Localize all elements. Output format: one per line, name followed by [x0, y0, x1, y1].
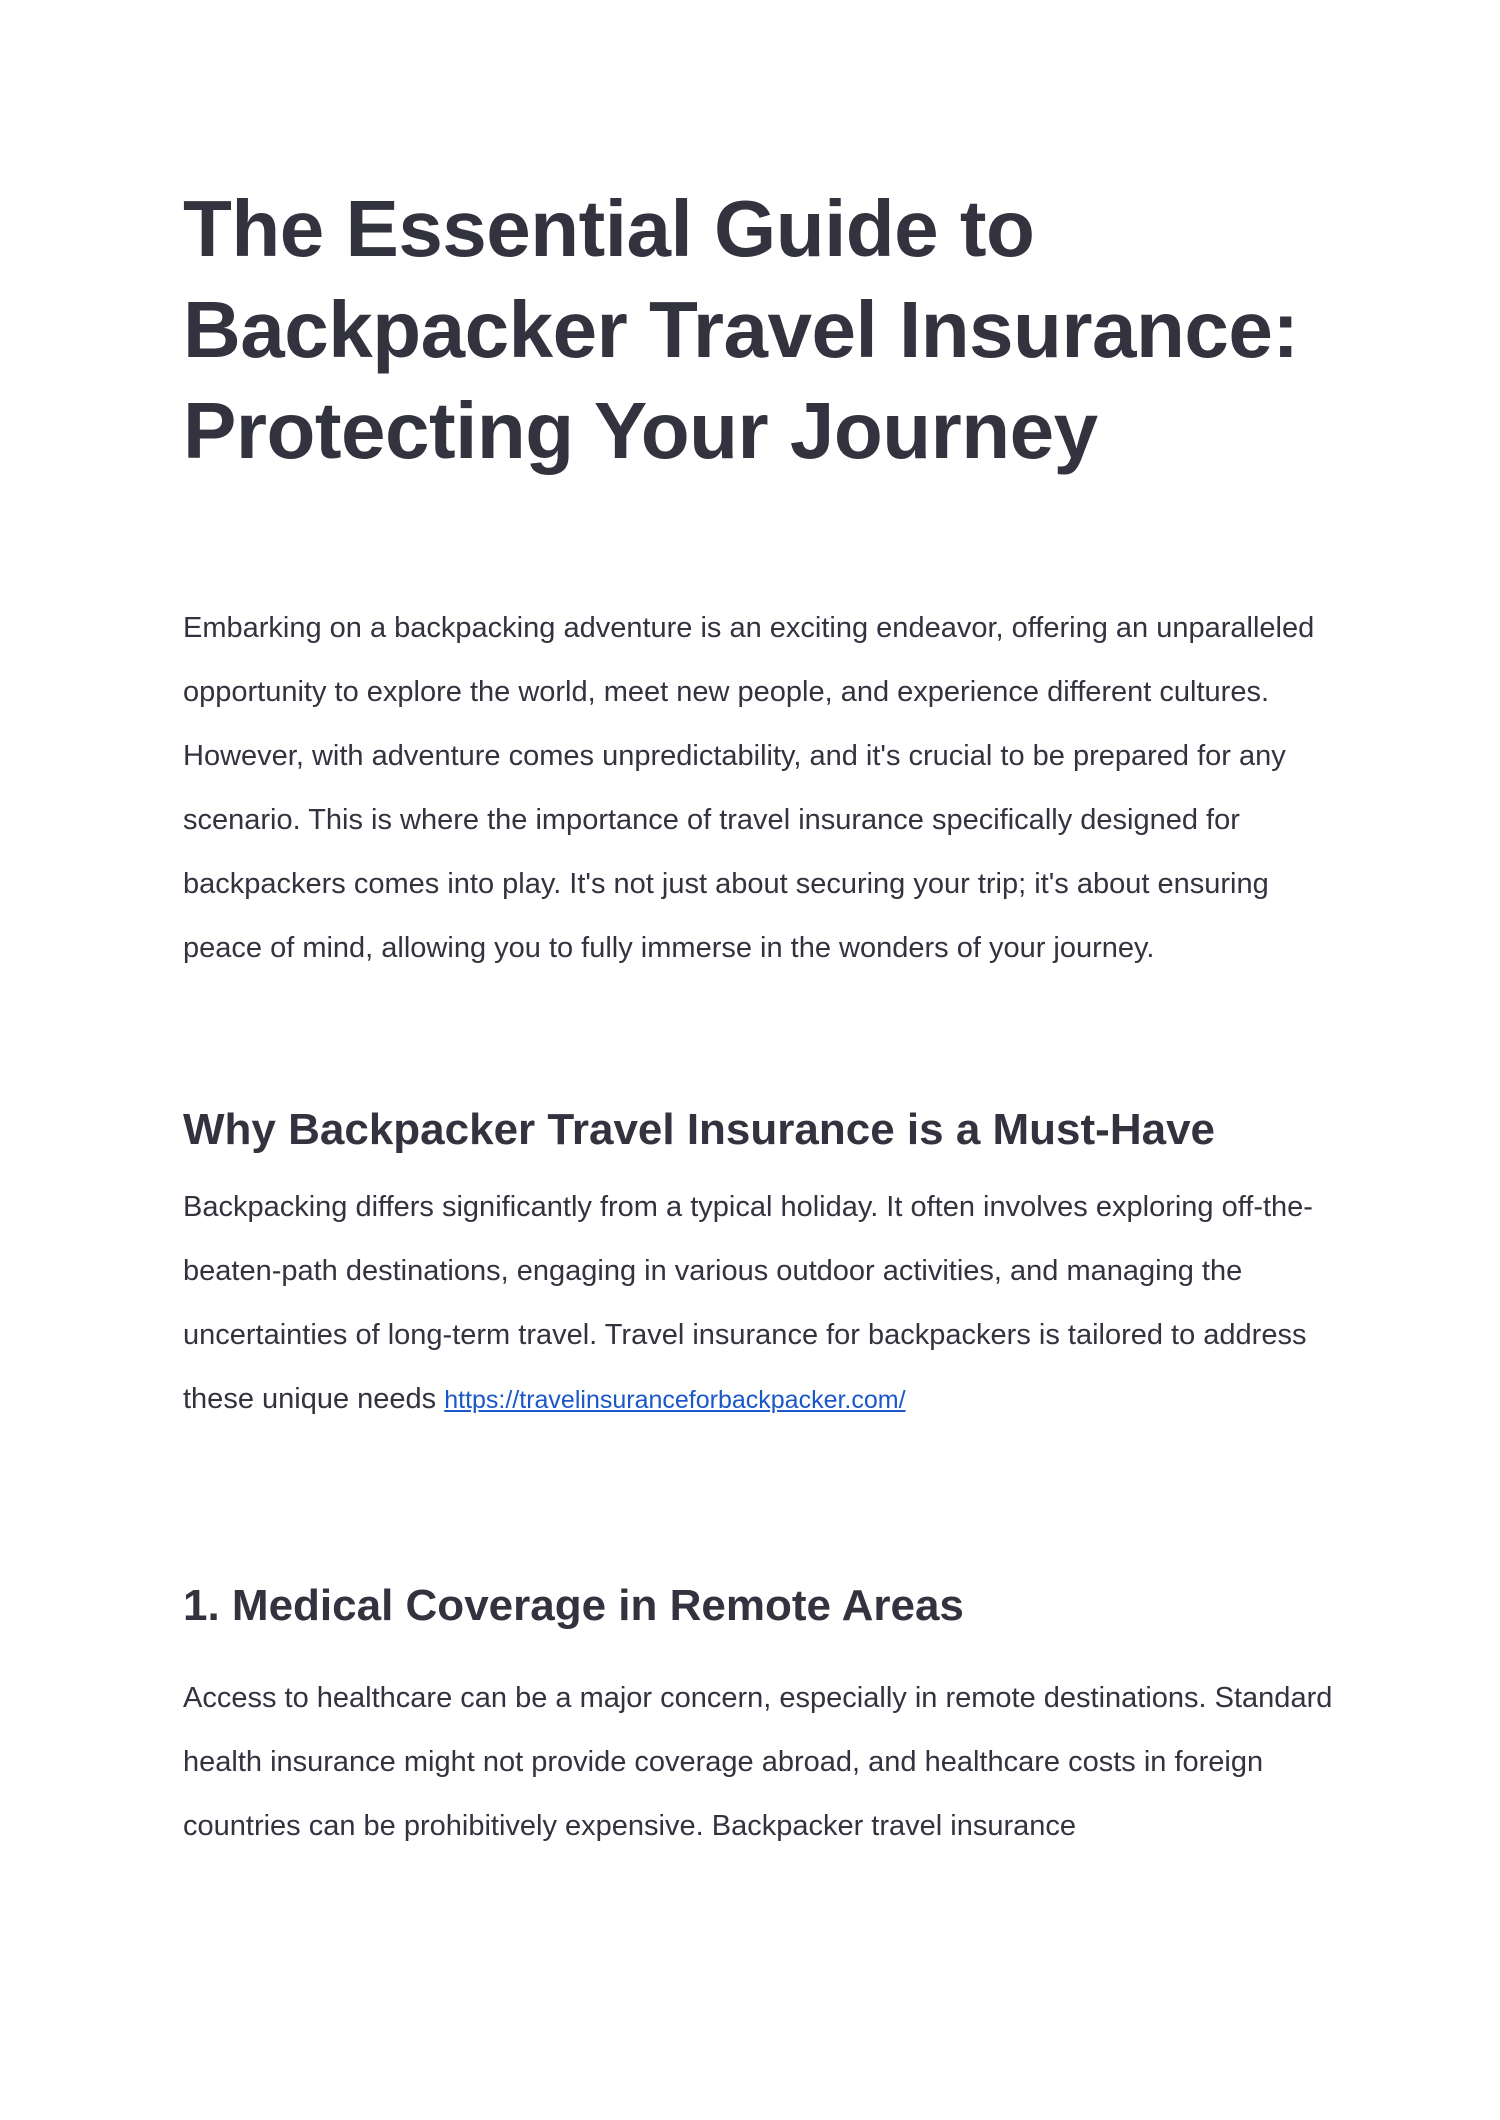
section-paragraph-medical: Access to healthcare can be a major concern, especially in remote destinations. Standard health insurance might not provide coverage abroad, and healthcare costs in foreign countries can be prohibitively expensive. Backpacker travel insurance	[183, 1682, 1333, 1842]
intro-paragraph: Embarking on a backpacking adventure is an exciting endeavor, offering an unparalleled opportunity to explore the world, meet new people, and experience different cultures. However, with adventure comes unpredictability, and it's crucial to be prepared for any scenario. This is where the importance of travel insurance specifically designed for backpackers comes into play. It's not just about securing your trip; it's about ensuring peace of mind, allowing you to fully immerse in the wonders of your journey.	[183, 612, 1315, 964]
section-paragraph-why	[183, 1175, 1333, 1432]
document-content	[183, 178, 1333, 1842]
section-heading-why: Why Backpacker Travel Insurance is a Must-Have	[183, 1105, 1216, 1154]
document-title: The Essential Guide to Backpacker Travel Insurance: Protecting Your Journey	[183, 184, 1299, 475]
travel-insurance-link[interactable]: https://travelinsuranceforbackpacker.com/	[444, 1386, 906, 1414]
section-heading-medical: 1. Medical Coverage in Remote Areas	[183, 1581, 964, 1630]
section-body-why: Backpacking differs significantly from a typical holiday. It often involves exploring off-the-beaten-path destinations, engaging in various outdoor activities, and managing the uncertainties of long-term travel. Travel insurance for backpackers is tailored to address these unique needs	[183, 1191, 1313, 1415]
